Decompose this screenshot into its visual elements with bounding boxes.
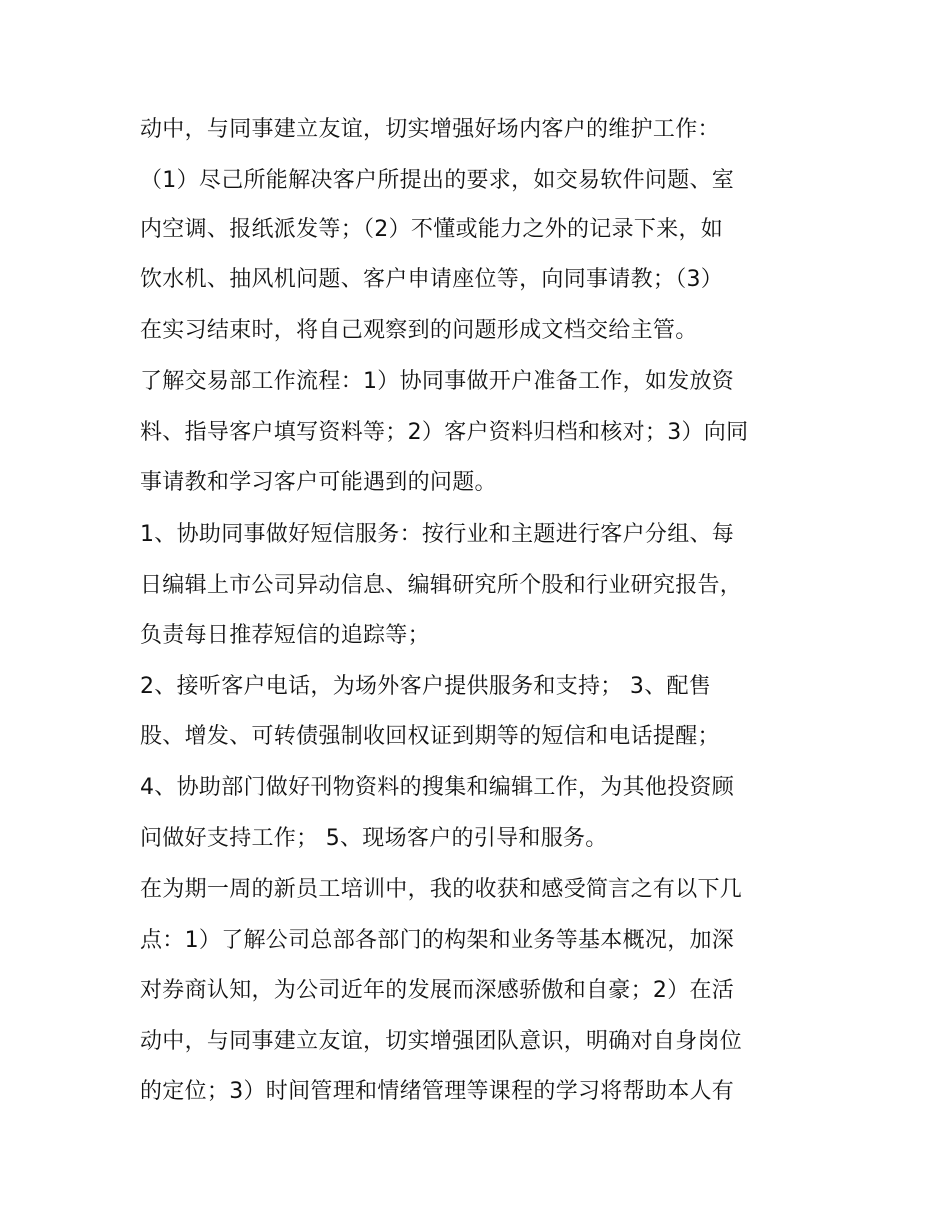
text-line: 在实习结束时，将自己观察到的问题形成文档交给主管。: [140, 318, 698, 343]
text-line: 对券商认知，为公司近年的发展而深感骄傲和自豪；2）在活: [140, 978, 735, 1003]
text-line: 动中，与同事建立友谊，切实增强团队意识，明确对自身岗位: [140, 1029, 743, 1054]
text-line: 问做好支持工作； 5、现场客户的引导和服务。: [140, 826, 608, 851]
text-line: 负责每日推荐短信的追踪等；: [140, 623, 430, 648]
text-line: 点：1）了解公司总部各部门的构架和业务等基本概况，加深: [140, 928, 735, 953]
text-line: 2、接听客户电话，为场外客户提供服务和支持； 3、配售: [140, 674, 712, 699]
text-line: 动中，与同事建立友谊，切实增强好场内客户的维护工作：: [140, 117, 720, 142]
text-line: 的定位；3）时间管理和情绪管理等课程的学习将帮助本人有: [140, 1079, 735, 1104]
text-line: 内空调、报纸派发等；（2）不懂或能力之外的记录下来，如: [140, 217, 724, 242]
text-line: （1）尽己所能解决客户所提出的要求，如交易软件问题、室: [140, 168, 735, 193]
text-line: 4、协助部门做好刊物资料的搜集和编辑工作，为其他投资顾: [140, 775, 735, 800]
text-line: 了解交易部工作流程：1）协同事做开户准备工作，如发放资: [140, 369, 735, 394]
text-line: 料、指导客户填写资料等；2）客户资料归档和核对；3）向同: [140, 420, 749, 445]
text-line: 事请教和学习客户可能遇到的问题。: [140, 470, 497, 495]
text-line: 饮水机、抽风机问题、客户申请座位等，向同事请教；（3）: [140, 267, 724, 292]
text-line: 1、协助同事做好短信服务：按行业和主题进行客户分组、每: [140, 522, 735, 547]
text-line: 日编辑上市公司异动信息、编辑研究所个股和行业研究报告，: [140, 573, 743, 598]
text-line: 在为期一周的新员工培训中，我的收获和感受简言之有以下几: [140, 877, 743, 902]
text-line: 股、增发、可转债强制收回权证到期等的短信和电话提醒；: [140, 724, 720, 749]
